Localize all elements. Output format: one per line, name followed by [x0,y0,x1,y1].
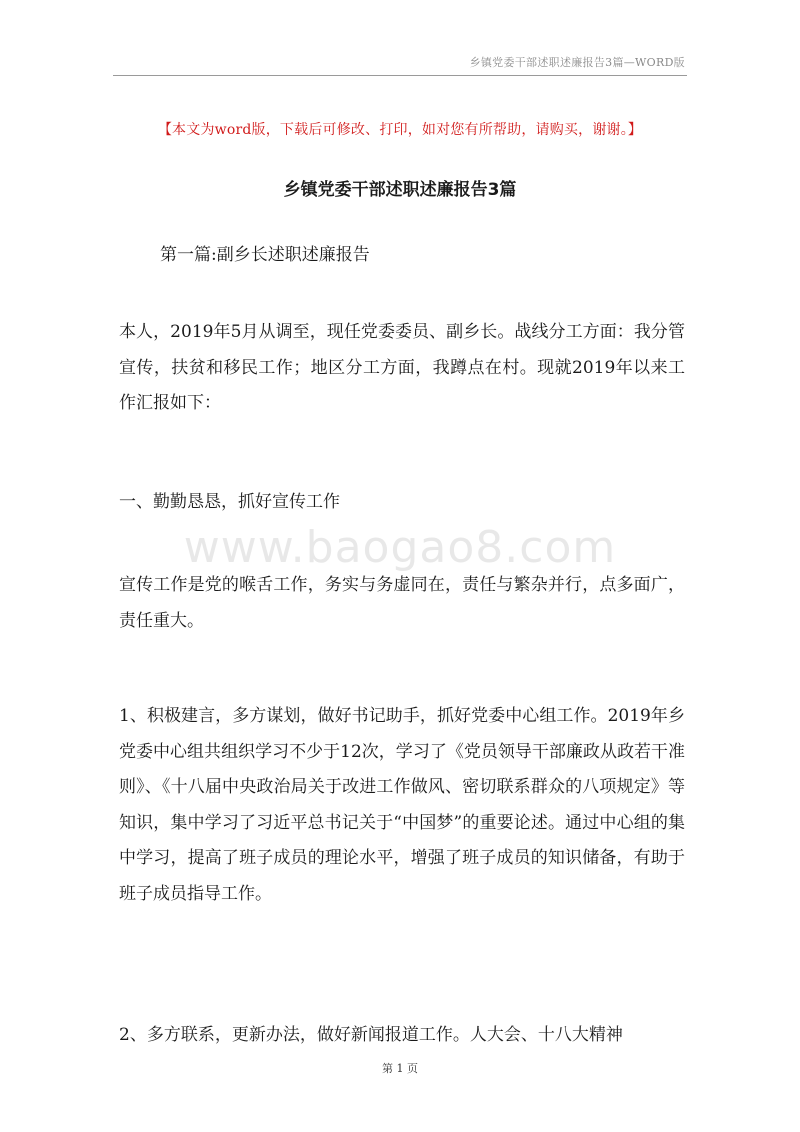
document-title: 乡镇党委干部述职述廉报告3篇 [283,180,517,200]
paragraph-publicity: 宣传工作是党的喉舌工作，务实与务虚同在，责任与繁杂并行，点多面广，责任重大。 [119,575,685,631]
running-header: 乡镇党委干部述职述廉报告3篇—WORD版 [469,56,685,69]
section-title: 第一篇:副乡长述职述廉报告 [160,245,370,265]
paragraph-item-1: 1、积极建言，多方谋划，做好书记助手，抓好党委中心组工作。2019年乡党委中心组共组织学习不少于12次，学习了《党员领导干部廉政从政若干准则》、《十八届中央政治局关于改进工作做风、密切联系群众的八项规定》等知识，集中学习了习近平总书记关于“中国梦”的重要论述。通过中心组的集中学习，提高了班子成员的理论水平，增强了班子成员的知识储备，有助于班子成员指导工作。 [119,706,685,904]
header-divider [113,75,687,76]
paragraph-item-2: 2、多方联系，更新办法，做好新闻报道工作。人大会、十八大精神 [119,1025,623,1045]
page-number: 第 1 页 [382,1062,418,1075]
paragraph-heading-1: 一、勤勤恳恳，抓好宣传工作 [119,492,340,512]
watermark: www.baogao8.com [183,522,617,573]
purchase-notice: 【本文为word版，下载后可修改、打印，如对您有所帮助，请购买，谢谢。】 [157,122,643,138]
paragraph-intro: 本人，2019年5月从调至，现任党委委员、副乡长。战线分工方面：我分管宣传，扶贫和移民工作；地区分工方面，我蹲点在村。现就2019年以来工作汇报如下： [119,322,685,413]
